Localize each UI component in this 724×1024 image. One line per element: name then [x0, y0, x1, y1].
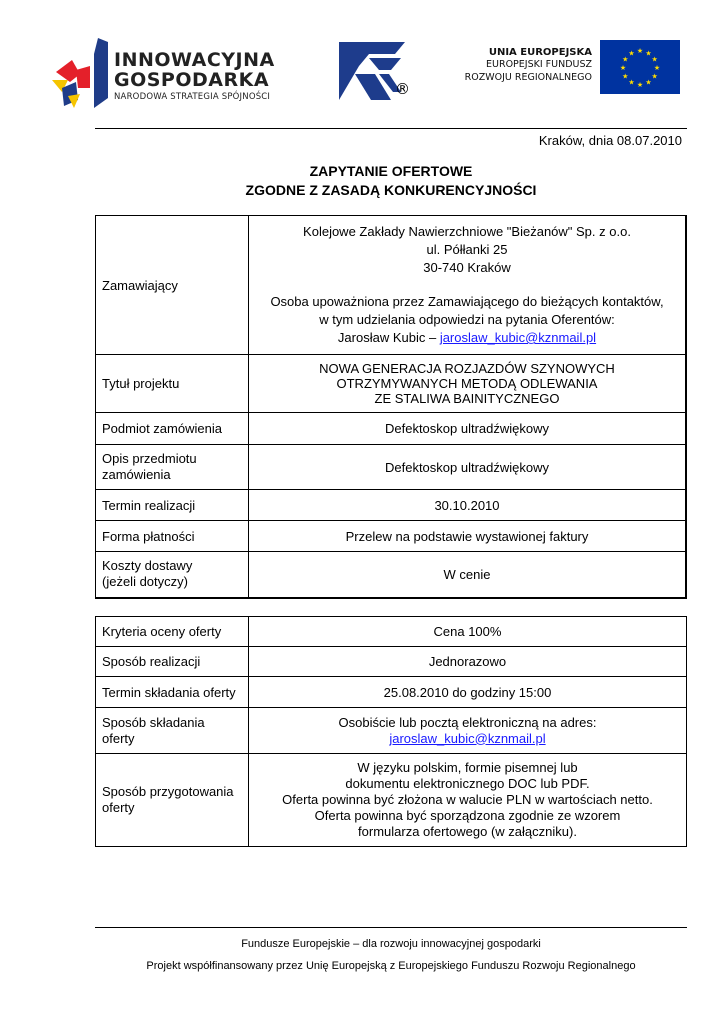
svg-text:★: ★	[628, 49, 635, 58]
svg-text:★: ★	[645, 49, 652, 58]
footer-line1: Fundusze Europejskie – dla rozwoju innowacyjnej gospodarki	[241, 938, 541, 950]
sposob-skladania-line1: Sposób składania	[102, 714, 205, 730]
project-title-line3: ZE STALIWA BAINITYCZNEGO	[374, 391, 560, 406]
prep-line4: Oferta powinna być sporządzona zgodnie ze wzorem	[314, 808, 621, 823]
value-forma-platnosci: Przelew na podstawie wystawionej faktury	[249, 521, 687, 552]
submission-email-link[interactable]: jaroslaw_kubic@kznmail.pl	[389, 730, 546, 746]
project-title-line1: NOWA GENERACJA ROZJAZDÓW SZYNOWYCH	[319, 361, 615, 376]
label-opis: Opis przedmiotu zamówienia	[96, 445, 249, 490]
prep-line1: W języku polskim, formie pisemnej lub	[357, 760, 578, 775]
table-row	[96, 216, 687, 355]
value-podmiot: Defektoskop ultradźwiękowy	[249, 413, 687, 445]
ig-logo-line3: NARODOWA STRATEGIA SPÓJNOŚCI	[114, 92, 271, 102]
footer-line2: Projekt współfinansowany przez Unię Europejską z Europejskiego Funduszu Rozwoju Regionalnego	[146, 960, 636, 972]
value-koszty-dostawy: W cenie	[249, 552, 687, 598]
label-zamawiajacy: Zamawiający	[96, 216, 249, 355]
koszty-line2: (jeżeli dotyczy)	[102, 574, 188, 590]
value-sposob-przygotowania	[249, 754, 687, 847]
ig-logo-line1: INNOWACYJNA	[114, 49, 275, 71]
sposob-przygotowania-line2: oferty	[102, 800, 135, 815]
contact-person	[255, 329, 679, 347]
company-city: 30-740 Kraków	[423, 260, 511, 275]
svg-text:★: ★	[619, 64, 627, 72]
contact-line2: w tym udzielania odpowiedzi na pytania Oferentów:	[319, 312, 615, 327]
value-sposob-realizacji: Jednorazowo	[249, 647, 687, 677]
table-row	[96, 647, 687, 677]
order-details-table	[95, 215, 687, 599]
svg-text:★: ★	[645, 78, 652, 87]
value-termin-skladania: 25.08.2010 do godziny 15:00	[249, 677, 687, 708]
value-sposob-skladania	[249, 708, 687, 754]
label-kryteria: Kryteria oceny oferty	[96, 617, 249, 647]
svg-text:★: ★	[636, 81, 644, 89]
label-sposob-skladania	[96, 708, 249, 754]
label-sposob-realizacji: Sposób realizacji	[96, 647, 249, 677]
document-title-line2: ZGODNE Z ZASADĄ KONKURENCYJNOŚCI	[245, 182, 537, 198]
svg-text:★: ★	[622, 55, 629, 64]
header-divider	[95, 128, 687, 129]
label-koszty-dostawy	[96, 552, 249, 598]
value-opis: Defektoskop ultradźwiękowy	[249, 445, 687, 490]
table-row	[96, 521, 687, 552]
prep-line5: formularza ofertowego (w załączniku).	[358, 824, 577, 839]
table-row	[96, 708, 687, 754]
eu-logo-line2: EUROPEJSKI FUNDUSZ	[486, 59, 592, 70]
ig-logo-line2: GOSPODARKA	[114, 69, 270, 91]
registered-mark: ®	[395, 80, 410, 98]
svg-text:★: ★	[651, 72, 658, 81]
prep-line2: dokumentu elektronicznego DOC lub PDF.	[345, 776, 590, 791]
table-row	[96, 445, 687, 490]
table-row	[96, 355, 687, 413]
contact-line1: Osoba upoważniona przez Zamawiającego do bieżących kontaktów,	[270, 294, 664, 309]
table-row	[96, 617, 687, 647]
submission-method-text: Osobiście lub pocztą elektroniczną na adres:	[338, 714, 597, 730]
value-zamawiajacy	[249, 216, 687, 355]
label-tytul-projektu: Tytuł projektu	[96, 355, 249, 413]
svg-text:★: ★	[653, 64, 661, 72]
label-sposob-przygotowania	[96, 754, 249, 847]
project-title-line2: OTRZYMYWANYCH METODĄ ODLEWANIA	[336, 376, 598, 391]
table-row	[96, 490, 687, 521]
contact-email-link[interactable]: jaroslaw_kubic@kznmail.pl	[439, 330, 597, 345]
value-kryteria: Cena 100%	[249, 617, 687, 647]
eu-flag-icon	[600, 40, 680, 94]
label-podmiot: Podmiot zamówienia	[96, 413, 249, 445]
prep-line3: Oferta powinna być złożona w walucie PLN w wartościach netto.	[282, 792, 653, 807]
document-title-line1: ZAPYTANIE OFERTOWE	[309, 163, 473, 179]
svg-text:★: ★	[628, 78, 635, 87]
innowacyjna-gospodarka-logo	[50, 36, 290, 116]
document-date: Kraków, dnia 08.07.2010	[538, 133, 682, 148]
kzn-logo	[335, 40, 415, 102]
value-tytul-projektu	[249, 355, 687, 413]
contact-name: Jarosław Kubic –	[337, 330, 440, 345]
sposob-przygotowania-line1: Sposób przygotowania	[102, 784, 234, 799]
table-row	[96, 677, 687, 708]
koszty-line1: Koszty dostawy	[102, 558, 193, 574]
eu-logo	[450, 40, 685, 100]
company-street: ul. Półłanki 25	[426, 242, 508, 257]
label-termin-skladania: Termin składania oferty	[96, 677, 249, 708]
label-termin-realizacji: Termin realizacji	[96, 490, 249, 521]
sposob-skladania-line2: oferty	[102, 730, 135, 746]
company-name: Kolejowe Zakłady Nawierzchniowe "Bieżanów" Sp. z o.o.	[303, 224, 631, 239]
offer-terms-table	[95, 616, 687, 847]
table-row	[96, 552, 687, 598]
svg-text:★: ★	[636, 47, 644, 55]
footer-divider	[95, 927, 687, 928]
eu-logo-line1: UNIA EUROPEJSKA	[488, 47, 592, 58]
table-row	[96, 413, 687, 445]
svg-text:★: ★	[622, 72, 629, 81]
ig-star-icon	[50, 36, 112, 116]
label-forma-platnosci: Forma płatności	[96, 521, 249, 552]
table-row	[96, 754, 687, 847]
svg-text:★: ★	[651, 55, 658, 64]
eu-logo-line3: ROZWOJU REGIONALNEGO	[464, 71, 592, 83]
value-termin-realizacji: 30.10.2010	[249, 490, 687, 521]
